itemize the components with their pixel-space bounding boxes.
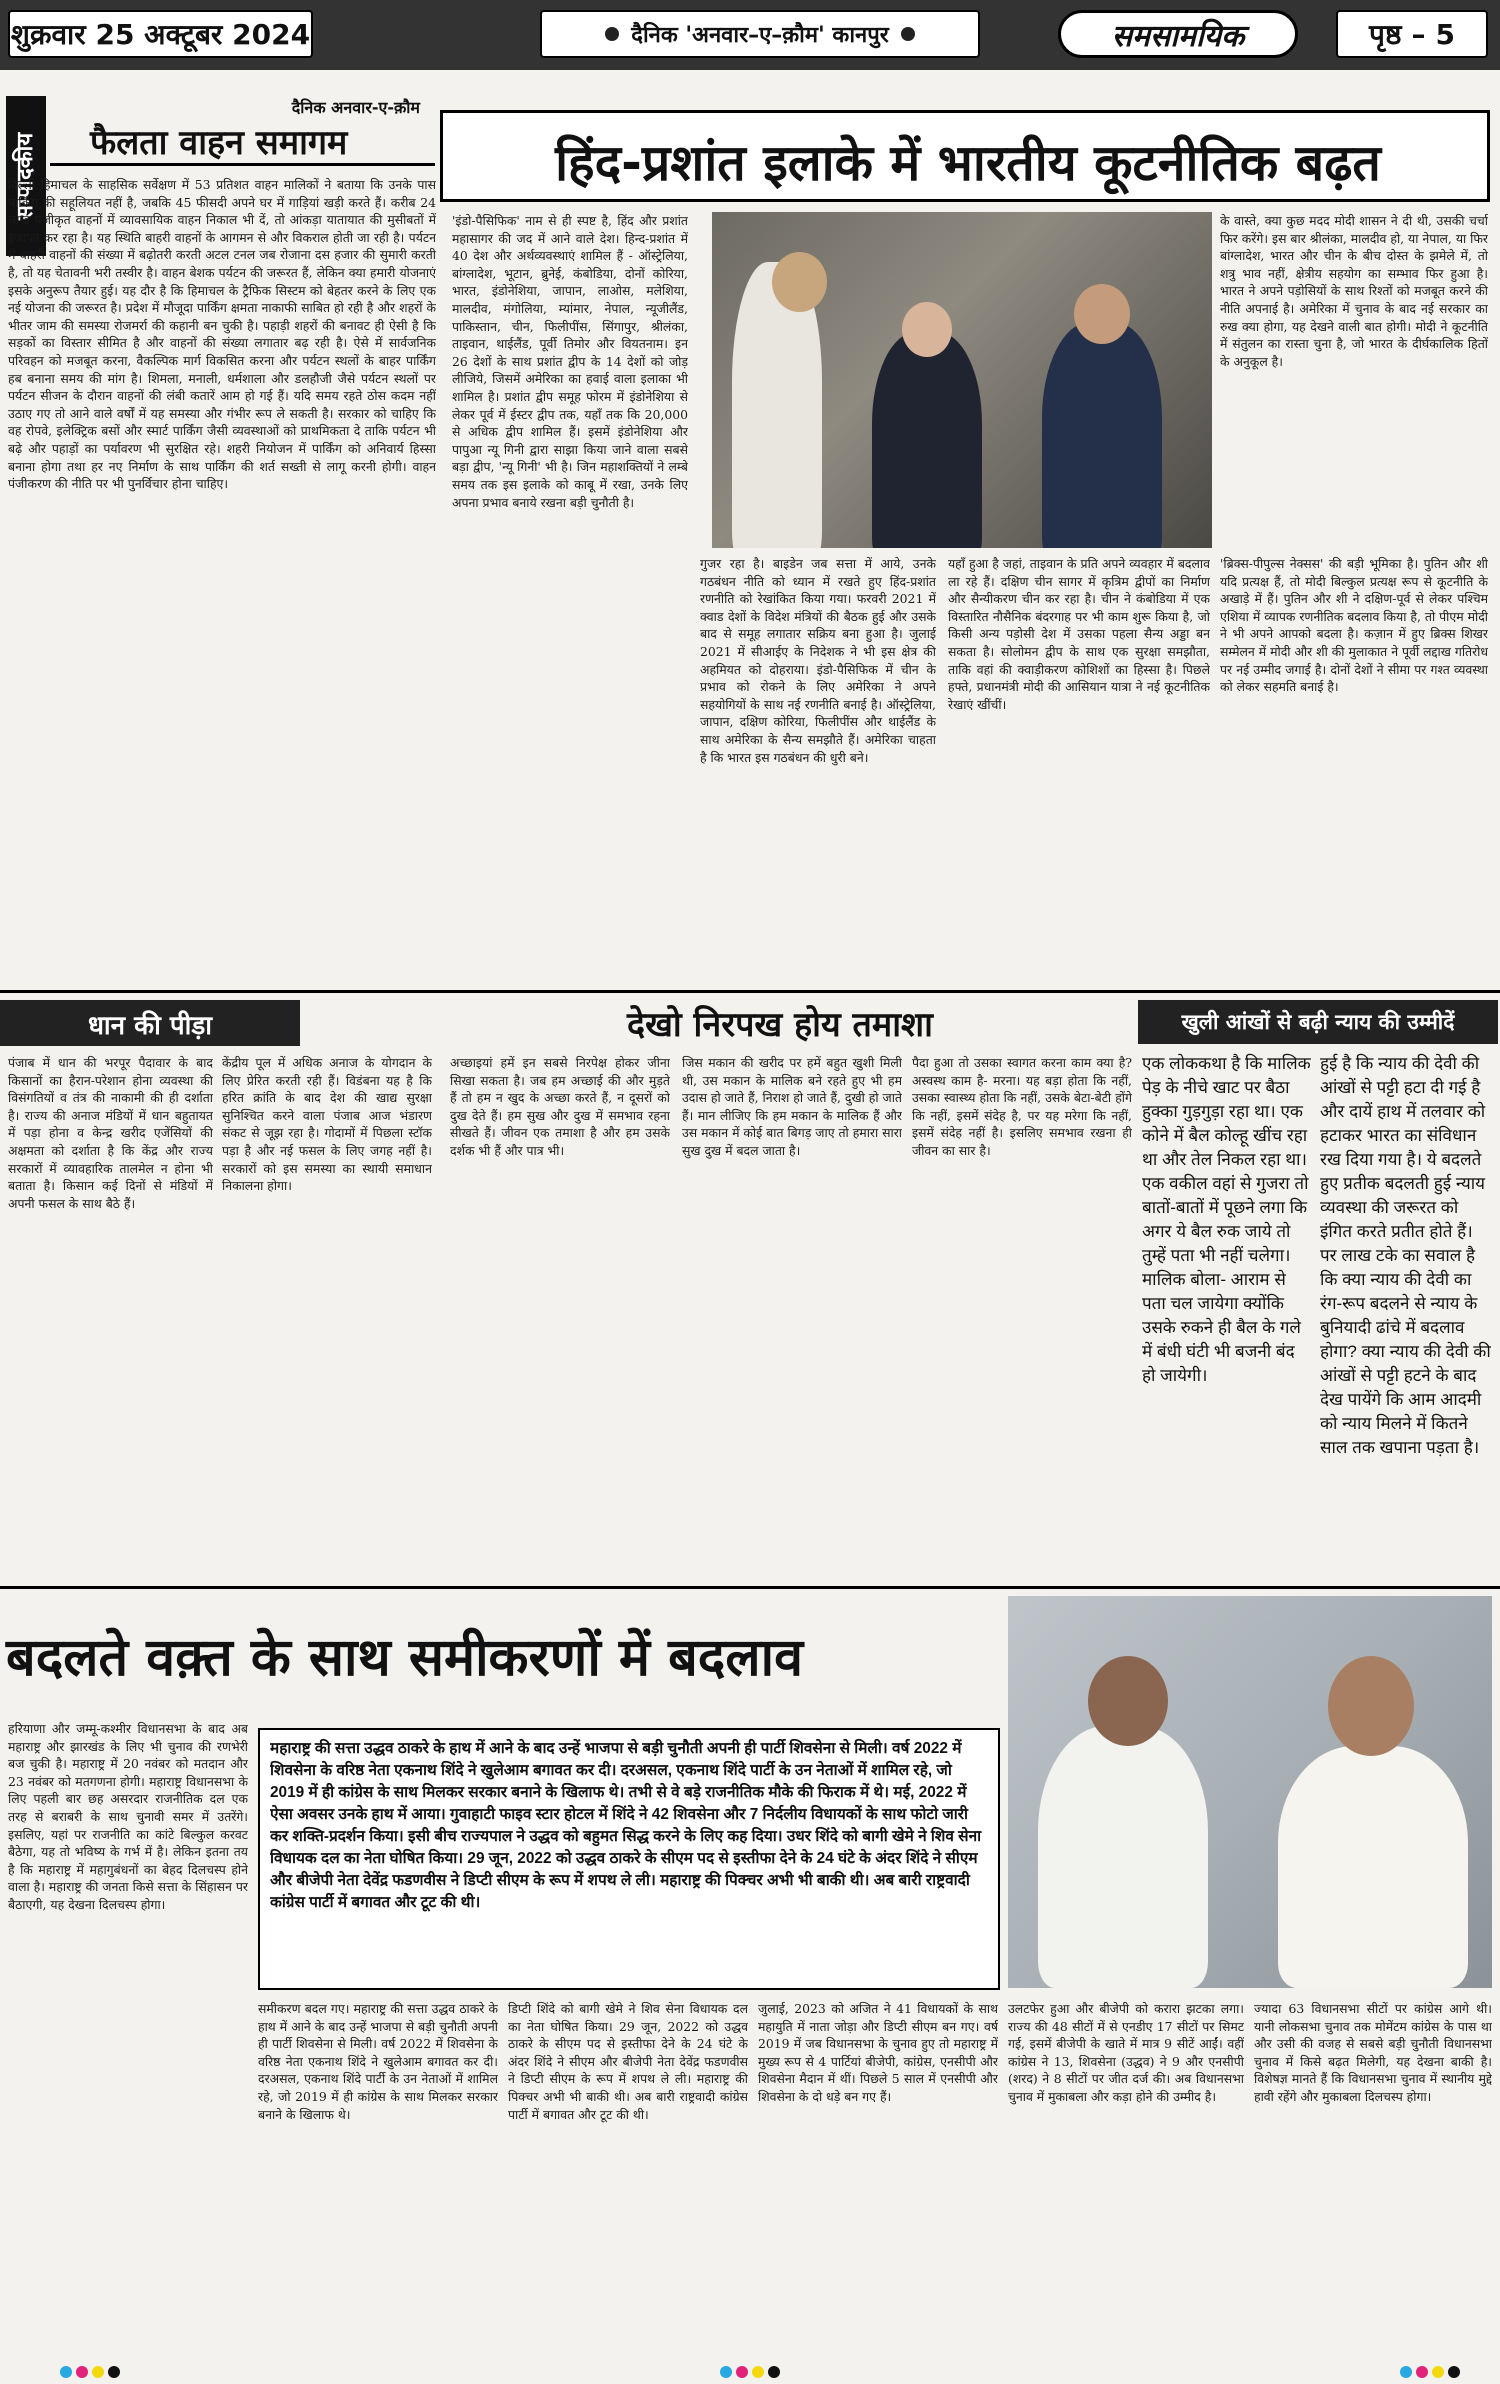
masthead-bar xyxy=(0,0,1500,70)
nirpakh-col-1: अच्छाइयां हमें इन सबसे निरपेक्ष होकर जीना सिखा सकता है। जब हम अच्छाई की और मुड़ते हैं तो हम न खुद के अच्छा करते हैं, न दूसरों को दुख देते हैं। हम सुख और दुख में समभाव रहना सीखते हैं। जीवन एक तमाशा है और हम उसके दर्शक भी हैं और पात्र भी। xyxy=(450,1055,670,1158)
yellow-dot xyxy=(92,2366,104,2378)
equations-title: बदलते वक़्त के साथ समीकरणों में बदलाव xyxy=(6,1628,804,1688)
person-figure xyxy=(1042,322,1162,548)
person-head xyxy=(1088,1656,1168,1746)
date-box xyxy=(8,10,313,58)
nirpakh-col-3: पैदा हुआ तो उसका स्वागत करना काम क्या है? अस्वस्थ काम है- मरना। यह बड़ा होता कि नहीं, उसका स्वास्थ्य होता कि नहीं, उसके बेटा-बेटी होंगे कि नहीं, इसमें संदेह है, पर यह मरेगा कि नहीं, इसमें संदेह नहीं है। इसलिए समभाव रखना ही जीवन का सार है। xyxy=(912,1055,1132,1158)
paddy-col-2: केंद्रीय पूल में अधिक अनाज के योगदान के लिए प्रेरित करती रही हैं। विडंबना यह है कि हरित क्रांति के बाद देश की खाद्य सुरक्षा सुनिश्चित करने वाला पंजाब आज भंडारण संकट से जूझ रहा है। गोदामों में पिछला स्टॉक पड़ा है और नई फसल के लिए जगह नहीं है। सरकारों को इस समस्या का स्थायी समाधान निकालना होगा। xyxy=(222,1055,432,1194)
indo-pacific-title: हिंद-प्रशांत इलाके में भारतीय कूटनीतिक बढ़त xyxy=(555,134,1381,192)
editorial-side-label: सम्पादकीय xyxy=(6,96,46,256)
cyan-dot xyxy=(1400,2366,1412,2378)
cyan-dot xyxy=(60,2366,72,2378)
paddy-title-box xyxy=(0,1000,300,1046)
page-label: पृष्ठ xyxy=(1369,18,1402,51)
equations-highlight: महाराष्ट्र की सत्ता उद्धव ठाकरे के हाथ में आने के बाद उन्हें भाजपा से बड़ी चुनौती अपनी ही पार्टी शिवसेना से मिली। वर्ष 2022 में शिवसेना के वरिष्ठ नेता एकनाथ शिंदे ने खुलेआम बगावत कर दी। दरअसल, एकनाथ शिंदे पार्टी के उन नेताओं में शामिल रहे, जो 2019 में ही कांग्रेस के साथ मिलकर सरकार बनाने के खिलाफ थे। तभी से वे बड़े राजनीतिक मौके की फिराक में थे। मई, 2022 में ऐसा अवसर उनके हाथ में आया। गुवाहाटी फाइव स्टार होटल में शिंदे ने 42 शिवसेना और 7 निर्दलीय विधायकों के साथ फोटो जारी कर शक्ति-प्रदर्शन किया। इसी बीच राज्यपाल ने उद्धव को बहुमत सिद्ध करने के लिए कह दिया। उधर शिंदे को बागी खेमे ने शिव सेना विधायक दल का नेता घोषित किया। 29 जून, 2022 को उद्धव ठाकरे के सीएम पद से इस्तीफा देने के 24 घंटे के अंदर शिंदे ने सीएम और बीजेपी नेता देवेंद्र फडणवीस ने डिप्टी सीएम के रूप में शपथ ले ली। महाराष्ट्र की पिक्चर अभी भी बाकी थी। अब बारी राष्ट्रवादी कांग्रेस पार्टी में बगावत और टूट की थी। xyxy=(270,1740,982,1911)
equations-col-1: हरियाणा और जम्मू-कश्मीर विधानसभा के बाद अब महाराष्ट्र और झारखंड के लिए भी चुनाव की रणभेरी बज चुकी है। महाराष्ट्र में 20 नवंबर को मतदान और 23 नवंबर को मतगणना होगी। महाराष्ट्र विधानसभा के लिए पहली बार छह असरदार राजनीतिक दल एक तरह से बराबरी के साथ चुनावी समर में उतरेंगे। इसलिए, यहां पर राजनीति का कांटे बिल्कुल करवट बैठेगा, यह तो भविष्य के गर्भ में है। लेकिन इतना तय है कि महाराष्ट्र में महागुबंधनों का बेहद दिलचस्प होने वाला है। महाराष्ट्र की जनता किसे सत्ता के सिंहासन पर बैठाएगी, यह देखना दिलचस्प होगा। xyxy=(8,1721,248,1912)
print-registration-marks xyxy=(1400,2366,1460,2378)
person-head xyxy=(1328,1656,1414,1756)
indo-pacific-col-1: 'इंडो-पैसिफिक' नाम से ही स्पष्ट है, हिंद और प्रशांत महासागर की जद में आने वाले देश। हिन्द-प्रशांत में 40 देश और अर्थव्यवस्थाएं शामिल हैं - ऑस्ट्रेलिया, बांग्लादेश, भूटान, ब्रुनेई, कंबोडिया, दोनों कोरिया, भारत, इंडोनेशिया, जापान, लाओस, मलेशिया, मालदीव, मंगोलिया, म्यांमार, नेपाल, न्यूजीलैंड, पाकिस्तान, चीन, फिलीपींस, सिंगापुर, श्रीलंका, ताइवान, थाईलैंड, पूर्वी तिमोर और वियतनाम। इन 26 देशों के साथ प्रशांत द्वीप के 14 देशों को जोड़ लीजिये, जिसमें अमेरिका का हवाई वाला इलाका भी शामिल है। प्रशांत द्वीप समूह फोरम में इंडोनेशिया से लेकर पूर्व में ईस्टर द्वीप तक, यहाँ तक कि 20,000 से अधिक द्वीप शामिल हैं। इसमें इंडोनेशिया और पापुआ न्यू गिनी द्वारा साझा किया जाने वाला सबसे बड़ा द्वीप, 'न्यू गिनी' भी है। जिन महाशक्तियों ने लम्बे समय तक इस इलाके को काबू में रखा, उनके लिए अपना प्रभाव बनाये रखना बड़ी चुनौती है। xyxy=(452,213,688,510)
page-number: 5 xyxy=(1435,17,1455,51)
leaders-photo xyxy=(712,212,1212,548)
person-head xyxy=(1074,284,1130,344)
yellow-dot xyxy=(1432,2366,1444,2378)
indo-pacific-col-4: 'ब्रिक्स-पीपुल्स नेक्सस' की बड़ी भूमिका है। पुतिन और शी यदि प्रत्यक्ष हैं, तो मोदी बिल्कुल प्रत्यक्ष रूप से कूटनीति के अखाड़े में हैं। पुतिन और शी ने दक्षिण-पूर्व से लेकर पश्चिम एशिया में व्यापक रणनीतिक बदलाव किया है, तो पीएम मोदी ने भी अपने आपको बदला है। कज़ान में हुए ब्रिक्स शिखर सम्मेलन में मोदी और शी की मुलाकात ने पूर्वी लद्दाख गतिरोध पर नई उम्मीद जगाई है। दोनों देशों ने सीमा पर गश्त व्यवस्था को लेकर सहमति बनाई है। xyxy=(1220,556,1488,695)
section-label: समसामयिक xyxy=(1111,18,1245,54)
section-label-box xyxy=(1058,10,1298,58)
equations-highlight-box xyxy=(258,1728,1000,1990)
person-figure xyxy=(1278,1746,1468,1988)
person-figure xyxy=(1038,1726,1208,1988)
yellow-dot xyxy=(752,2366,764,2378)
paper-name-box xyxy=(540,10,980,58)
editorial-body: दिल्ली हिमाचल के साहसिक सर्वेक्षण में 53 प्रतिशत वाहन मालिकों ने बताया कि उनके पास पार्किंग की सहूलियत नहीं है, जबकि 45 फीसदी अपने घर में गाड़ियां खड़ी करते हैं। करीब 24 लाख पंजीकृत वाहनों में व्यावसायिक वाहन निकाल भी दें, तो आंकड़ा यातायात की मुसीबतों में इजाफा कर रहा है। यह स्थिति बाहरी वाहनों के आगमन से और विकराल होती जा रही है। पर्यटन में बाहरी वाहनों की संख्या में बढ़ोतरी करती अटल टनल जब रोजाना दस हजार की सुमारी करती है, तो यह चेतावनी भरी तस्वीर है। वाहन बेशक पर्यटन की जरूरत हैं, लेकिन क्या हमारी योजनाएं इसके अनुरूप तैयार हुई। यह दौर है कि हिमाचल के ट्रैफिक सिस्टम को बेहतर करने के लिए एक नई योजना की जरूरत है। प्रदेश में मौजूदा पार्किंग क्षमता नाकाफी साबित हो रही है और शहरों के भीतर जाम की समस्या रोजमर्रा की कहानी बन चुकी है। पहाड़ी शहरों की बनावट ही ऐसी है कि सड़कों का विस्तार सीमित है और वाहनों की संख्या लगातार बढ़ रही है। ऐसे में सार्वजनिक परिवहन को मजबूत करना, वैकल्पिक मार्ग विकसित करना और पर्यटन स्थलों के बाहर पार्किंग हब बनाना समय की मांग है। शिमला, मनाली, धर्मशाला और डलहौजी जैसे पर्यटन स्थलों पर पर्यटन सीजन के दौरान वाहनों की लंबी कतारें आम हो गई हैं। यदि समय रहते ठोस कदम नहीं उठाए गए तो आने वाले वर्षों में यह समस्या और गंभीर रूप ले सकती है। सरकार को चाहिए कि वह रोपवे, इलेक्ट्रिक बसों और स्मार्ट पार्किंग जैसी व्यवस्थाओं को प्राथमिकता दे ताकि पर्यटन भी बढ़े और पहाड़ों का पर्यावरण भी सुरक्षित रहे। शहरी नियोजन में पार्किंग को अनिवार्य हिस्सा बनाना होगा तथा हर नए निर्माण के साथ पार्किंग की शर्त सख्ती से लागू करनी होगी। वाहन पंजीकरण की नीति पर भी पुनर्विचार होना चाहिए। xyxy=(8,177,436,492)
paddy-title: धान की पीड़ा xyxy=(87,1011,213,1041)
equations-col-3: डिप्टी शिंदे को बागी खेमे ने शिव सेना विधायक दल का नेता घोषित किया। 29 जून, 2022 को उद्धव ठाकरे के सीएम पद से इस्तीफा देने के 24 घंटे के अंदर शिंदे ने सीएम और बीजेपी नेता देवेंद्र फडणवीस ने डिप्टी सीएम के रूप में शपथ ले ली। महाराष्ट्र की पिक्चर अभी भी बाकी थी। अब बारी राष्ट्रवादी कांग्रेस पार्टी में बगावत और टूट की थी। xyxy=(508,2001,748,2122)
editorial-header xyxy=(50,96,435,166)
divider xyxy=(0,1586,1500,1589)
indo-pacific-col-2: गुजर रहा है। बाइडेन जब सत्ता में आये, उनके गठबंधन नीति को ध्यान में रखते हुए हिंद-प्रशांत रणनीति को रेखांकित किया गया। फरवरी 2021 में क्वाड देशों के विदेश मंत्रियों की बैठक हुई और उसके बाद से समूह लगातार सक्रिय बना हुआ है। जुलाई 2021 में सीआईए के निदेशक ने भी इस क्षेत्र की अहमियत को दोहराया। इंडो-पैसिफिक में चीन के प्रभाव को रोकने के लिए अमेरिका ने अपने सहयोगियों के साथ नई रणनीति बनाई है। ऑस्ट्रेलिया, जापान, दक्षिण कोरिया, फिलीपींस और थाईलैंड के साथ अमेरिका के सैन्य समझौते हैं। अमेरिका चाहता है कि भारत इस गठबंधन की धुरी बने। xyxy=(700,556,936,765)
paper-name: दैनिक 'अनवार–ए–क़ौम' कानपुर xyxy=(631,23,889,48)
leaders-photo-2 xyxy=(1008,1596,1492,1988)
magenta-dot xyxy=(76,2366,88,2378)
equations-col-4: जुलाई, 2023 को अजित ने 41 विधायकों के साथ महायुति में नाता जोड़ा और डिप्टी सीएम बन गए। वर्ष 2019 में जब विधानसभा के चुनाव हुए तो महाराष्ट्र में मुख्य रूप से 4 पार्टियां बीजेपी, कांग्रेस, एनसीपी और शिवसेना मैदान में थीं। पिछले 5 साल में एनसीपी और शिवसेना के दो धड़े बन गए हैं। xyxy=(758,2001,998,2104)
justice-title-box xyxy=(1138,1000,1498,1044)
person-head xyxy=(902,302,952,357)
justice-col-2: हुई है कि न्याय की देवी की आंखों से पट्टी हटा दी गई है और दायें हाथ में तलवार को हटाकर भारत का संविधान रख दिया गया है। ये बदलते हुए प्रतीक बदलती हुई न्याय व्यवस्था की जरूरत को इंगित करते प्रतीत होते हैं। पर लाख टके का सवाल है कि क्या न्याय की देवी का रंग-रूप बदलने से न्याय के बुनियादी ढांचे में बदलाव होगा? क्या न्याय की देवी की आंखों से पट्टी हटने के बाद देख पायेंगे कि आम आदमी को न्याय मिलने में कितने साल तक खपाना पड़ता है। xyxy=(1320,1054,1491,1457)
divider xyxy=(0,990,1500,993)
person-figure xyxy=(872,332,982,548)
justice-title: खुली आंखों से बढ़ी न्याय की उम्मीदें xyxy=(1181,1010,1455,1034)
indo-pacific-col-5: के वास्ते, क्या कुछ मदद मोदी शासन ने दी थी, उसकी चर्चा फिर करेंगे। इस बार श्रीलंका, मालदीव हो, या नेपाल, या फिर बांग्लादेश, भारत और चीन के बीच दोस्त के झमेले में, तो शत्रु भाव नहीं, क्षेत्रीय सहयोग का सम्भाव फिर हुआ है। भारत ने अपने पड़ोसियों के साथ रिश्तों को मजबूत करने की नीति अपनाई है। अमेरिका में चुनाव के बाद नई सरकार का रुख क्या होगा, यह देखने वाली बात होगी। मोदी ने कूटनीति में संतुलन का रास्ता चुना है, जो भारत के दीर्घकालिक हितों के अनुकूल है। xyxy=(1220,213,1488,369)
print-registration-marks xyxy=(60,2366,120,2378)
equations-col-2: समीकरण बदल गए। महाराष्ट्र की सत्ता उद्धव ठाकरे के हाथ में आने के बाद उन्हें भाजपा से बड़ी चुनौती अपनी ही पार्टी शिवसेना से मिली। वर्ष 2022 में शिवसेना के वरिष्ठ नेता एकनाथ शिंदे ने खुलेआम बगावत कर दी। दरअसल, एकनाथ शिंदे पार्टी के उन नेताओं में शामिल रहे, जो 2019 में ही कांग्रेस के साथ मिलकर सरकार बनाने के खिलाफ थे। xyxy=(258,2001,498,2122)
magenta-dot xyxy=(1416,2366,1428,2378)
justice-col-1: एक लोककथा है कि मालिक पेड़ के नीचे खाट पर बैठा हुक्का गुड़गुड़ा रहा था। एक कोने में बैल कोल्हू खींच रहा था और तेल निकल रहा था। एक वकील वहां से गुजरा तो बातों-बातों में पूछने लगा कि अगर ये बैल रुक जाये तो तुम्हें पता भी नहीं चलेगा। मालिक बोला- आराम से पता चल जायेगा क्योंकि उसके रुकने ही बैल के गले में बंधी घंटी भी बजनी बंद हो जायेगी। xyxy=(1142,1054,1311,1385)
magenta-dot xyxy=(736,2366,748,2378)
black-dot xyxy=(768,2366,780,2378)
issue-date: शुक्रवार 25 अक्टूबर 2024 xyxy=(10,18,311,51)
black-dot xyxy=(1448,2366,1460,2378)
equations-col-6: ज्यादा 63 विधानसभा सीटों पर कांग्रेस आगे थी। यानी लोकसभा चुनाव तक मोमेंटम कांग्रेस के पास था और उसी की वजह से सबसे बड़ी चुनौती विधानसभा चुनाव में किसे बढ़त मिलेगी, यह देखना बाकी है। विशेषज्ञ मानते हैं कि विधानसभा चुनाव में स्थानीय मुद्दे हावी रहेंगे और मुकाबला दिलचस्प होगा। xyxy=(1254,2001,1492,2104)
bullet-icon xyxy=(901,27,915,41)
cyan-dot xyxy=(720,2366,732,2378)
editorial-paper-name: दैनिक अनवार-ए-क़ौम xyxy=(291,98,420,117)
page-number-box: पृष्ठ – 5 xyxy=(1336,10,1488,58)
equations-col-5: उलटफेर हुआ और बीजेपी को करारा झटका लगा। राज्य की 48 सीटों में से एनडीए 17 सीटों पर सिमट गई, इसमें बीजेपी के खाते में मात्र 9 सीटें आईं। वहीं कांग्रेस ने 13, शिवसेना (उद्धव) ने 9 और एनसीपी (शरद) ने 8 सीटों पर जीत दर्ज की। अब विधानसभा चुनाव में मुकाबला और कड़ा होने की उम्मीद है। xyxy=(1008,2001,1244,2104)
black-dot xyxy=(108,2366,120,2378)
indo-pacific-title-box xyxy=(440,110,1490,202)
person-head xyxy=(772,252,827,312)
nirpakh-title: देखो निरपख होय तमाशा xyxy=(627,1005,933,1045)
editorial-title: फैलता वाहन समागम xyxy=(90,123,348,163)
indo-pacific-col-3: यहाँ हुआ है जहां, ताइवान के प्रति अपने व्यवहार में बदलाव ला रहे हैं। दक्षिण चीन सागर में कृत्रिम द्वीपों का निर्माण और सैन्यीकरण चीन कर रहा है। चीन ने कंबोडिया में एक विस्तारित नौसैनिक बंदरगाह पर भी काम शुरू किया है, जो किसी अन्य पड़ोसी देश में उसका पहला सैन्य अड्डा बन सकता है। सोलोमन द्वीप के साथ एक सुरक्षा समझौता, ताकि वहां की क्वाड़ीकरण कोशिशों का हिस्सा है। पिछले हफ्ते, प्रधानमंत्री मोदी की आसियान यात्रा ने नई कूटनीतिक रेखाएं खींचीं। xyxy=(948,556,1210,712)
print-registration-marks xyxy=(720,2366,780,2378)
bullet-icon xyxy=(605,27,619,41)
nirpakh-col-2: जिस मकान की खरीद पर हमें बहुत खुशी मिली थी, उस मकान के मालिक बने रहते हुए भी हम उदास हो जाते हैं, निराश हो जाते हैं, दुखी हो जाते हैं। मान लीजिए कि हम मकान के मालिक हैं और उस मकान में कोई बात बिगड़ जाए तो हमारा सारा सुख दुख में बदल जाता है। xyxy=(682,1055,902,1158)
paddy-col-1: पंजाब में धान की भरपूर पैदावार के बाद किसानों का हैरान-परेशान होना व्यवस्था की विसंगतियों व तंत्र की नाकामी की ही दर्शाता है। राज्य की अनाज मंडियों में धान बहुतायत में पड़ा होना व केन्द्र खरीद एजेंसियों की अक्षमता को दर्शाता है कि केंद्र और राज्य सरकारों में व्यावहारिक तालमेल न होना भी बताता है। किसान कई दिनों से मंडियों में अपनी फसल के साथ बैठे हैं। xyxy=(8,1055,213,1211)
